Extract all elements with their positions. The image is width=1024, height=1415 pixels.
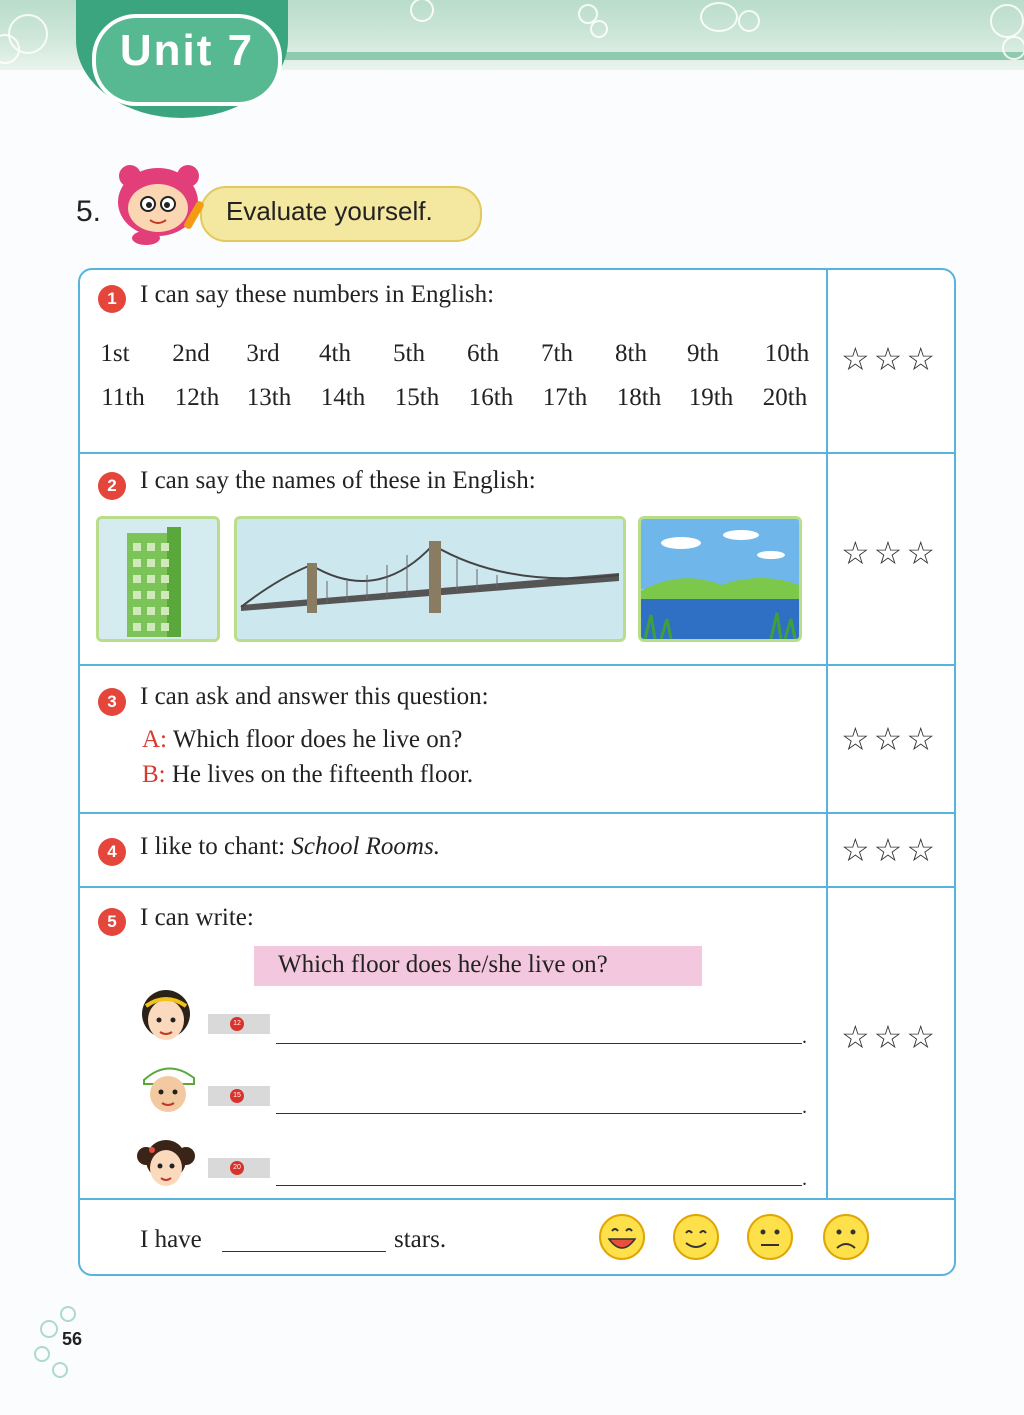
bubble-decoration [60, 1306, 76, 1322]
row-divider [78, 664, 954, 666]
question-text: Which floor does he live on? [172, 726, 463, 753]
bridge-picture [234, 516, 626, 642]
bubble-decoration [40, 1320, 58, 1338]
ordinal-number: 16th [468, 384, 514, 411]
answer-line[interactable] [276, 1113, 802, 1114]
laughing-face-icon[interactable] [598, 1213, 646, 1261]
neutral-face-icon[interactable] [746, 1213, 794, 1261]
dialogue-line-b [142, 761, 473, 789]
girl-pigtails-avatar-icon [136, 1134, 196, 1192]
chant-prompt: I like to chant: [140, 833, 286, 860]
line-period: . [802, 1168, 807, 1190]
answer-line[interactable] [276, 1185, 802, 1186]
item-number-1: 1 [98, 285, 126, 313]
ordinal-number: 12th [174, 384, 220, 411]
bubble-decoration [52, 1362, 68, 1378]
sad-face-icon[interactable] [822, 1213, 870, 1261]
ordinal-number: 14th [320, 384, 366, 411]
bubble-decoration [700, 2, 738, 32]
star-rating[interactable]: ☆☆☆ [840, 340, 940, 378]
star-rating[interactable]: ☆☆☆ [840, 831, 940, 869]
bubble-decoration [1002, 36, 1024, 60]
ordinal-number: 18th [616, 384, 662, 411]
header-stripe [280, 52, 1024, 60]
smiling-face-icon[interactable] [672, 1213, 720, 1261]
item-number-3: 3 [98, 688, 126, 716]
ordinal-number: 20th [762, 384, 808, 411]
floor-tag [208, 1014, 270, 1034]
star-count-line[interactable] [222, 1251, 386, 1252]
star-rating[interactable]: ☆☆☆ [840, 1018, 940, 1056]
row-divider [78, 812, 954, 814]
ordinal-number: 6th [467, 340, 499, 367]
summary-prefix: I have [140, 1226, 202, 1253]
boy-avatar-icon [138, 1058, 198, 1116]
floor-number-badge: 12 [230, 1017, 244, 1031]
star-rating[interactable]: ☆☆☆ [840, 534, 940, 572]
ordinal-number: 7th [541, 340, 573, 367]
ordinal-number: 9th [687, 340, 719, 367]
row-divider [78, 452, 954, 454]
dialogue-line-a [142, 726, 462, 754]
mascot-icon [108, 160, 218, 246]
answer-text: He lives on the fifteenth floor. [171, 761, 474, 788]
row-divider [78, 1198, 954, 1200]
item-number-2: 2 [98, 472, 126, 500]
bubble-decoration [738, 10, 760, 32]
ordinal-number: 11th [101, 384, 145, 411]
page-number: 56 [62, 1329, 83, 1349]
row2-prompt: I can say the names of these in English: [140, 467, 536, 494]
line-period: . [802, 1026, 807, 1048]
chant-title: School Rooms. [291, 833, 440, 860]
section-number: 5. [76, 195, 102, 228]
speaker-b-label: B: [142, 761, 166, 788]
ordinal-number: 2nd [172, 340, 210, 367]
ordinal-number: 19th [688, 384, 734, 411]
row3-prompt: I can ask and answer this question: [140, 683, 489, 710]
answer-line[interactable] [276, 1043, 802, 1044]
floor-tag [208, 1158, 270, 1178]
ordinal-number: 3rd [246, 340, 280, 367]
row-divider [78, 886, 954, 888]
bubble-decoration [590, 20, 608, 38]
ordinal-number: 15th [394, 384, 440, 411]
bubble-decoration [990, 4, 1024, 38]
star-rating[interactable]: ☆☆☆ [840, 720, 940, 758]
ordinal-number: 17th [542, 384, 588, 411]
summary-suffix: stars. [394, 1226, 447, 1253]
item-number-4: 4 [98, 838, 126, 866]
question-banner-text: Which floor does he/she live on? [278, 951, 608, 978]
ordinal-number: 10th [764, 340, 810, 367]
floor-number-badge: 20 [230, 1161, 244, 1175]
star-column-divider [826, 268, 828, 1200]
section-title: Evaluate yourself. [226, 196, 433, 226]
floor-number-badge: 15 [230, 1089, 244, 1103]
ordinal-number: 5th [393, 340, 425, 367]
item-number-5: 5 [98, 908, 126, 936]
ordinal-number: 8th [615, 340, 647, 367]
line-period: . [802, 1096, 807, 1118]
building-picture [96, 516, 220, 642]
row4-prompt [140, 833, 440, 861]
row5-prompt: I can write: [140, 904, 254, 931]
ordinal-number: 13th [246, 384, 292, 411]
ordinal-number: 4th [319, 340, 351, 367]
ordinal-number: 1st [100, 340, 130, 367]
girl-avatar-icon [136, 988, 196, 1046]
lake-picture [638, 516, 802, 642]
speaker-a-label: A: [142, 726, 167, 753]
bubble-decoration [34, 1346, 50, 1362]
unit-label: Unit 7 [119, 26, 255, 75]
row1-prompt: I can say these numbers in English: [140, 281, 495, 308]
floor-tag [208, 1086, 270, 1106]
